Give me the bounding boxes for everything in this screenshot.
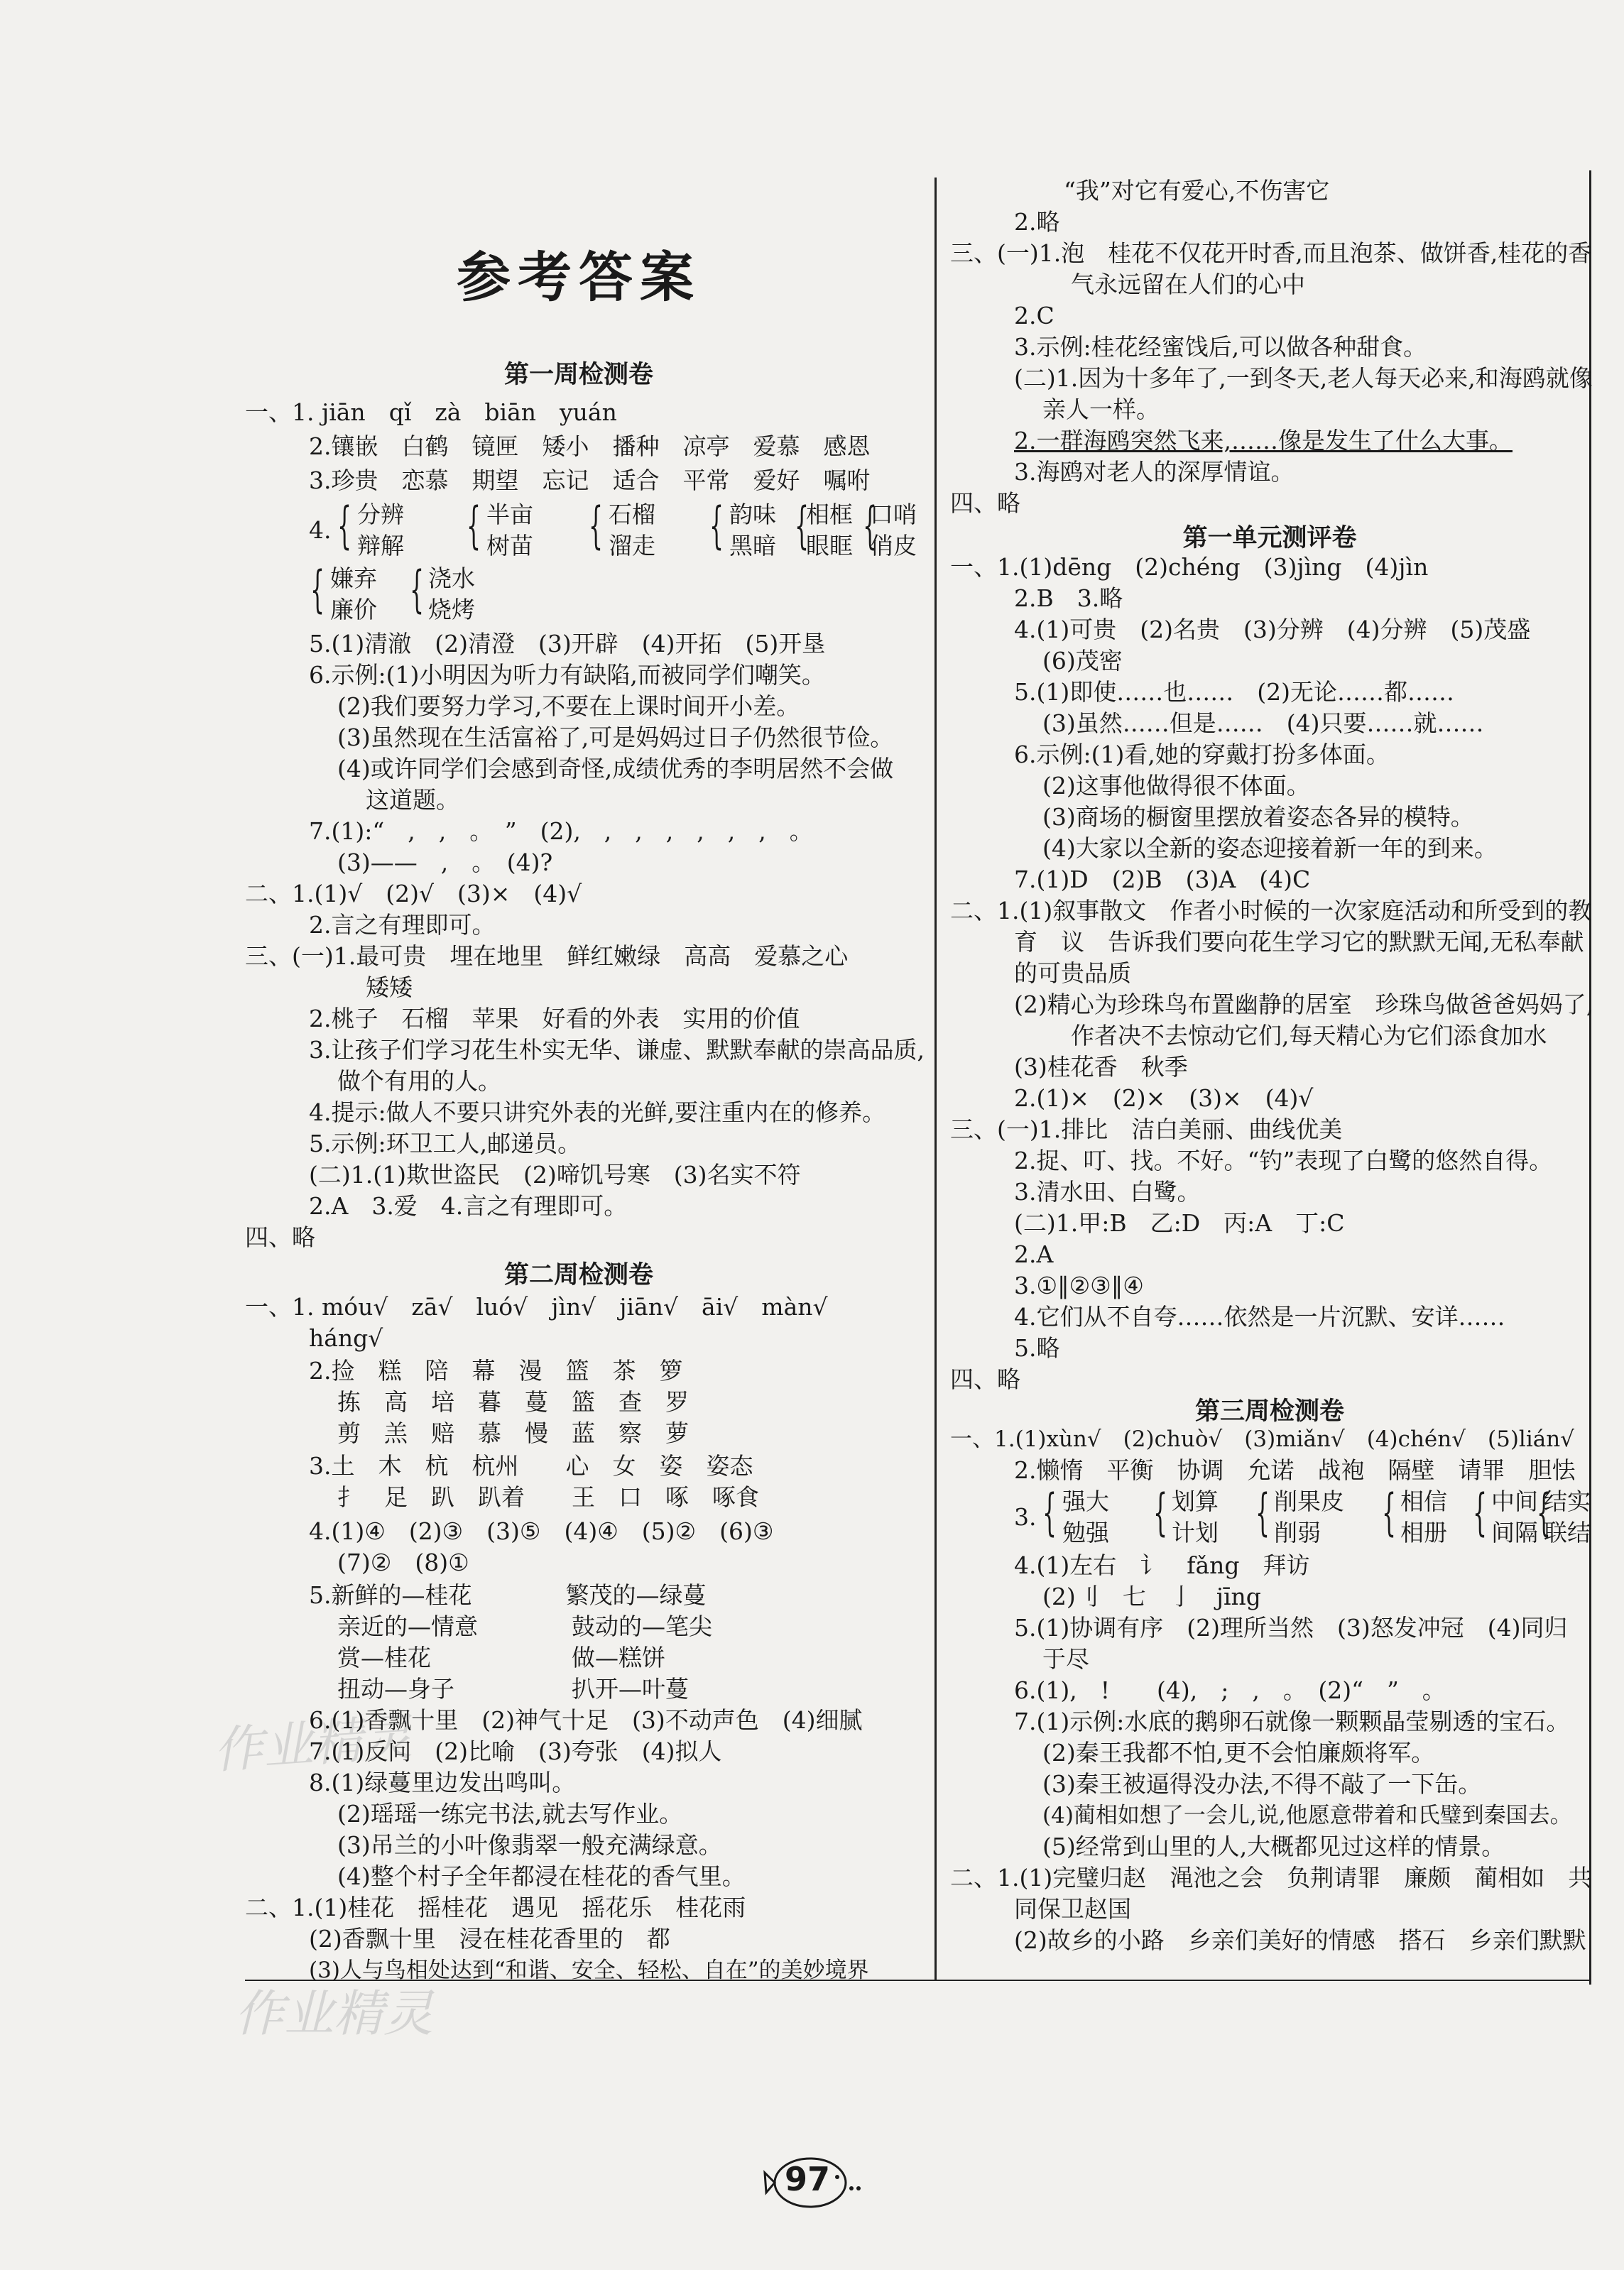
answer-line: 二、1.(1)完璧归赵 渑池之会 负荆请罪 廉颇 蔺相如 共 xyxy=(950,1864,1592,1892)
brace-glyph: { xyxy=(410,560,425,618)
answer-line: 亲近的—情意 鼓动的—笔尖 xyxy=(337,1613,712,1640)
answer-line: (3)秦王被逼得没办法,不得不敲了一下缶。 xyxy=(1042,1770,1482,1798)
word-pair: 韵味 xyxy=(729,501,776,528)
answer-line: 3.示例:桂花经蜜饯后,可以做各种甜食。 xyxy=(1014,333,1427,361)
answer-line: 5.(1)即使……也…… (2)无论……都…… xyxy=(1014,678,1454,706)
brace-glyph: { xyxy=(1537,1483,1552,1541)
answer-line: (2)这事他做得很不体面。 xyxy=(1042,772,1310,800)
answer-line: 矮矮 xyxy=(366,973,413,1001)
word-pair: 结实 xyxy=(1544,1488,1591,1515)
answer-line: 扭动—身子 扒开—叶蔓 xyxy=(337,1675,689,1703)
column-divider xyxy=(934,178,937,1981)
answer-line: 5.(1)清澈 (2)清澄 (3)开辟 (4)开拓 (5)开垦 xyxy=(309,630,826,657)
word-pair: 划算 xyxy=(1172,1488,1219,1515)
section-heading: 第三周检测卷 xyxy=(1194,1397,1344,1426)
answer-line: 二、1.(1)桂花 摇桂花 遇见 摇花乐 桂花雨 xyxy=(245,1894,746,1921)
answer-line: 2.捡 糕 陪 幕 漫 篮 茶 箩 xyxy=(309,1357,683,1385)
answer-line: (3)吊兰的小叶像翡翠一般充满绿意。 xyxy=(337,1831,722,1859)
answer-line: 2.A 3.爱 4.言之有理即可。 xyxy=(309,1192,628,1220)
answer-line: 4.(1)左右 讠 fǎng 拜访 xyxy=(1014,1551,1310,1579)
brace-glyph: { xyxy=(863,496,878,555)
watermark: 作业精灵 xyxy=(234,1985,433,2043)
answer-line: 四、略 xyxy=(245,1223,315,1251)
answer-line: 8.(1)绿蔓里边发出鸣叫。 xyxy=(309,1769,576,1796)
word-pair: 分辨 xyxy=(357,501,404,528)
watermark: 作业精灵 xyxy=(211,1708,414,1780)
word-pair: 树苗 xyxy=(486,532,533,560)
underlined-answer: 2.一群海鸥突然飞来,……像是发生了什么大事。 xyxy=(1014,427,1513,454)
answer-line: 一、1.(1)dēng (2)chéng (3)jìng (4)jìn xyxy=(950,553,1429,581)
word-pair: 联结 xyxy=(1544,1519,1591,1546)
answer-line: (3)桂花香 秋季 xyxy=(1014,1053,1188,1081)
answer-line: (二)1.(1)欺世盗民 (2)啼饥号寒 (3)名实不符 xyxy=(309,1161,801,1189)
answer-line: 一、1. jiān qǐ zà biān yuán xyxy=(245,398,617,426)
answer-line: 3.①‖②③‖④ xyxy=(1014,1272,1144,1299)
brace-glyph: { xyxy=(795,496,810,555)
answer-line: 二、1.(1)√ (2)√ (3)× (4)√ xyxy=(245,880,582,907)
page-number-badge xyxy=(763,2151,863,2215)
answer-line: (3)—— , 。 (4)? xyxy=(337,848,553,876)
answer-line: 气永远留在人们的心中 xyxy=(1071,271,1305,298)
word-pair: 半亩 xyxy=(486,501,533,528)
answer-line: 一、1. móu√ zā√ luó√ jìn√ jiān√ āi√ màn√ xyxy=(245,1293,828,1321)
answer-line: (5)经常到山里的人,大概都见过这样的情景。 xyxy=(1042,1833,1505,1860)
answer-line: 6.(1)香飘十里 (2)神气十足 (3)不动声色 (4)细腻 xyxy=(309,1706,863,1734)
answer-line: 做个有用的人。 xyxy=(337,1067,501,1095)
answer-line: 3.海鸥对老人的深厚情谊。 xyxy=(1014,458,1295,486)
word-pair: 相框 xyxy=(806,501,853,528)
word-pair: 削果皮 xyxy=(1274,1488,1344,1515)
answer-line: 于尽 xyxy=(1042,1645,1089,1673)
word-pair: 相册 xyxy=(1400,1519,1447,1546)
answer-line: (二)1.因为十多年了,一到冬天,老人每天必来,和海鸥就像 xyxy=(1014,364,1593,392)
page-number: 97 xyxy=(785,2160,831,2198)
answer-line: 剪 羔 赔 慕 慢 蓝 察 萝 xyxy=(337,1419,689,1447)
word-pair: 廉价 xyxy=(330,596,377,623)
word-pair: 黑暗 xyxy=(729,532,776,560)
answer-line: 的可贵品质 xyxy=(1014,959,1131,987)
word-pair: 削弱 xyxy=(1274,1519,1321,1546)
word-pair: 溜走 xyxy=(609,532,655,560)
answer-line: 5.示例:环卫工人,邮递员。 xyxy=(309,1130,582,1157)
answer-line: 三、(一)1.最可贵 埋在地里 鲜红嫩绿 高高 爱慕之心 xyxy=(245,942,849,970)
answer-line: (2)故乡的小路 乡亲们美好的情感 搭石 乡亲们默默 xyxy=(1014,1926,1586,1954)
brace-glyph: { xyxy=(1382,1483,1397,1541)
answer-line: háng√ xyxy=(309,1324,383,1352)
word-pair: 勉强 xyxy=(1062,1519,1109,1546)
word-pair: 间隔 xyxy=(1491,1519,1538,1546)
word-pair: 相信 xyxy=(1400,1488,1447,1515)
answer-line: 这道题。 xyxy=(366,786,459,814)
brace-glyph: { xyxy=(1042,1483,1057,1541)
answer-line: 2.(1)× (2)× (3)× (4)√ xyxy=(1014,1084,1314,1112)
answer-line: 2.B 3.略 xyxy=(1014,584,1123,612)
answer-line: (4)整个村子全年都浸在桂花的香气里。 xyxy=(337,1862,746,1890)
brace-glyph: { xyxy=(1153,1483,1168,1541)
answer-line: 2.桃子 石榴 苹果 好看的外表 实用的价值 xyxy=(309,1005,800,1032)
answer-line: 2.A xyxy=(1014,1240,1054,1268)
answer-line: (4)大家以全新的姿态迎接着新一年的到来。 xyxy=(1042,834,1498,862)
answer-line: 5.略 xyxy=(1014,1334,1060,1362)
answer-line: 6.(1), ! (4), ; , 。 (2)“ ” 。 xyxy=(1014,1676,1446,1704)
answer-line: (2)秦王我都不怕,更不会怕廉颇将军。 xyxy=(1042,1739,1435,1767)
answer-line: (4)蔺相如想了一会儿,说,他愿意带着和氏璧到秦国去。 xyxy=(1042,1803,1572,1828)
word-pair: 石榴 xyxy=(609,501,655,528)
answer-line: 3. xyxy=(1014,1503,1037,1531)
answer-line: 7.(1)D (2)B (3)A (4)C xyxy=(1014,866,1311,893)
answer-line: 一、1.(1)xùn√ (2)chuò√ (3)miǎn√ (4)chén√ (5)lián√ xyxy=(950,1426,1574,1452)
answer-line: 4. xyxy=(309,516,332,544)
answer-line: (4)或许同学们会感到奇怪,成绩优秀的李明居然不会做 xyxy=(337,755,894,782)
answer-line: (3)商场的橱窗里摆放着姿态各异的模特。 xyxy=(1042,803,1474,831)
answer-line: 4.(1)④ (2)③ (3)⑤ (4)④ (5)② (6)③ xyxy=(309,1517,774,1545)
answer-line: 7.(1):“ , , 。 ” (2), , , , , , , 。 xyxy=(309,817,813,845)
answer-line: 育 议 告诉我们要向花生学习它的默默无闻,无私奉献 xyxy=(1014,928,1584,956)
brace-glyph: { xyxy=(1473,1483,1488,1541)
answer-line: 亲人一样。 xyxy=(1042,395,1160,423)
answer-line: (二)1.甲:B 乙:D 丙:A 丁:C xyxy=(1014,1209,1345,1237)
answer-line: 四、略 xyxy=(950,489,1020,517)
brace-glyph: { xyxy=(467,496,481,555)
brace-glyph: { xyxy=(709,496,724,555)
answer-line: (2)我们要努力学习,不要在上课时间开小差。 xyxy=(337,692,800,720)
answer-line: 3.让孩子们学习花生朴实无华、谦虚、默默奉献的崇高品质, xyxy=(309,1036,925,1064)
right-border-line xyxy=(1589,170,1591,1985)
word-pair: 口哨 xyxy=(870,501,917,528)
answer-line: 2.捉、叮、找。不好。“钓”表现了白鹭的悠然自得。 xyxy=(1014,1147,1553,1174)
answer-line: 四、略 xyxy=(950,1365,1020,1393)
answer-line: 6.示例:(1)小明因为听力有缺陷,而被同学们嘲笑。 xyxy=(309,661,825,689)
answer-line: (3)虽然现在生活富裕了,可是妈妈过日子仍然很节俭。 xyxy=(337,724,894,751)
answer-line: (2)香飘十里 浸在桂花香里的 都 xyxy=(309,1925,670,1953)
answer-line: 6.示例:(1)看,她的穿戴打扮多体面。 xyxy=(1014,741,1390,768)
word-pair: 浇水 xyxy=(428,564,475,592)
section-heading: 第一周检测卷 xyxy=(503,361,653,389)
answer-line: 5.(1)协调有序 (2)理所当然 (3)怒发冲冠 (4)同归 xyxy=(1014,1614,1568,1642)
answer-line: (6)茂密 xyxy=(1042,647,1123,675)
answer-line: 赏—桂花 做—糕饼 xyxy=(337,1644,665,1671)
answer-line: 拣 高 培 暮 蔓 篮 查 罗 xyxy=(337,1388,689,1416)
brace-glyph: { xyxy=(337,496,352,555)
answer-line: 三、(一)1.排比 洁白美丽、曲线优美 xyxy=(950,1115,1343,1143)
answer-line: 7.(1)反问 (2)比喻 (3)夸张 (4)拟人 xyxy=(309,1737,722,1765)
answer-line: 作者决不去惊动它们,每天精心为它们添食加水 xyxy=(1071,1022,1547,1049)
answer-line: (3)人与鸟相处达到“和谐、安全、轻松、自在”的美妙境界 xyxy=(309,1958,869,1983)
word-pair: 嫌弃 xyxy=(330,564,377,592)
section-heading: 第一单元测评卷 xyxy=(1182,524,1357,552)
answer-line: (2)刂 七 亅 jīng xyxy=(1042,1583,1261,1610)
brace-glyph: { xyxy=(310,560,325,618)
answer-line: 4.它们从不自夸……依然是一片沉默、安详…… xyxy=(1014,1303,1505,1331)
word-pair: 烧烤 xyxy=(428,596,475,623)
word-pair: 眼眶 xyxy=(806,532,853,560)
brace-glyph: { xyxy=(589,496,604,555)
answer-line: 3.土 木 杭 杭州 心 女 姿 姿态 xyxy=(309,1452,753,1480)
answer-line: “我”对它有爱心,不伤害它 xyxy=(1064,177,1330,204)
word-pair: 计划 xyxy=(1172,1519,1219,1546)
answer-line: 4.提示:做人不要只讲究外表的光鲜,要注重内在的修养。 xyxy=(309,1098,886,1126)
word-pair: 俏皮 xyxy=(870,532,917,560)
answer-line: 2.C xyxy=(1014,302,1054,329)
brace-glyph: { xyxy=(1255,1483,1270,1541)
answer-line: (2)精心为珍珠鸟布置幽静的居室 珍珠鸟做爸爸妈妈了, xyxy=(1014,991,1594,1018)
answer-line: 3.珍贵 恋慕 期望 忘记 适合 平常 爱好 嘱咐 xyxy=(309,466,871,494)
answer-line: 三、(一)1.泡 桂花不仅花开时香,而且泡茶、做饼香,桂花的香 xyxy=(950,239,1592,267)
section-heading: 第二周检测卷 xyxy=(503,1261,653,1289)
answer-line: 7.(1)示例:水底的鹅卵石就像一颗颗晶莹剔透的宝石。 xyxy=(1014,1708,1570,1735)
answer-line: 5.新鲜的—桂花 繁茂的—绿蔓 xyxy=(309,1581,707,1609)
answer-line: (7)② (8)① xyxy=(337,1549,469,1576)
answer-line: (3)虽然……但是…… (4)只要……就…… xyxy=(1042,709,1484,737)
answer-line: 2.懒惰 平衡 协调 允诺 战袍 隔壁 请罪 胆怯 xyxy=(1014,1456,1576,1484)
answer-line: 2.言之有理即可。 xyxy=(309,911,496,939)
word-pair: 辩解 xyxy=(357,532,404,560)
word-pair: 强大 xyxy=(1062,1488,1109,1515)
page-title: 参考答案 xyxy=(457,246,701,309)
answer-line: 3.清水田、白鹭。 xyxy=(1014,1178,1201,1206)
word-pair: 中间 xyxy=(1491,1488,1538,1515)
answer-line: 4.(1)可贵 (2)名贵 (3)分辨 (4)分辨 (5)茂盛 xyxy=(1014,616,1531,643)
answer-line: 同保卫赵国 xyxy=(1014,1895,1131,1923)
answer-line: 扌 足 趴 趴着 王 口 啄 啄食 xyxy=(337,1483,759,1511)
answer-line: 2.镶嵌 白鹤 镜匣 矮小 播种 凉亭 爱慕 感恩 xyxy=(309,432,871,460)
answer-line: 2.略 xyxy=(1014,208,1060,236)
answer-line: (2)瑶瑶一练完书法,就去写作业。 xyxy=(337,1800,683,1828)
answer-line: 二、1.(1)叙事散文 作者小时候的一次家庭活动和所受到的教 xyxy=(950,897,1592,924)
